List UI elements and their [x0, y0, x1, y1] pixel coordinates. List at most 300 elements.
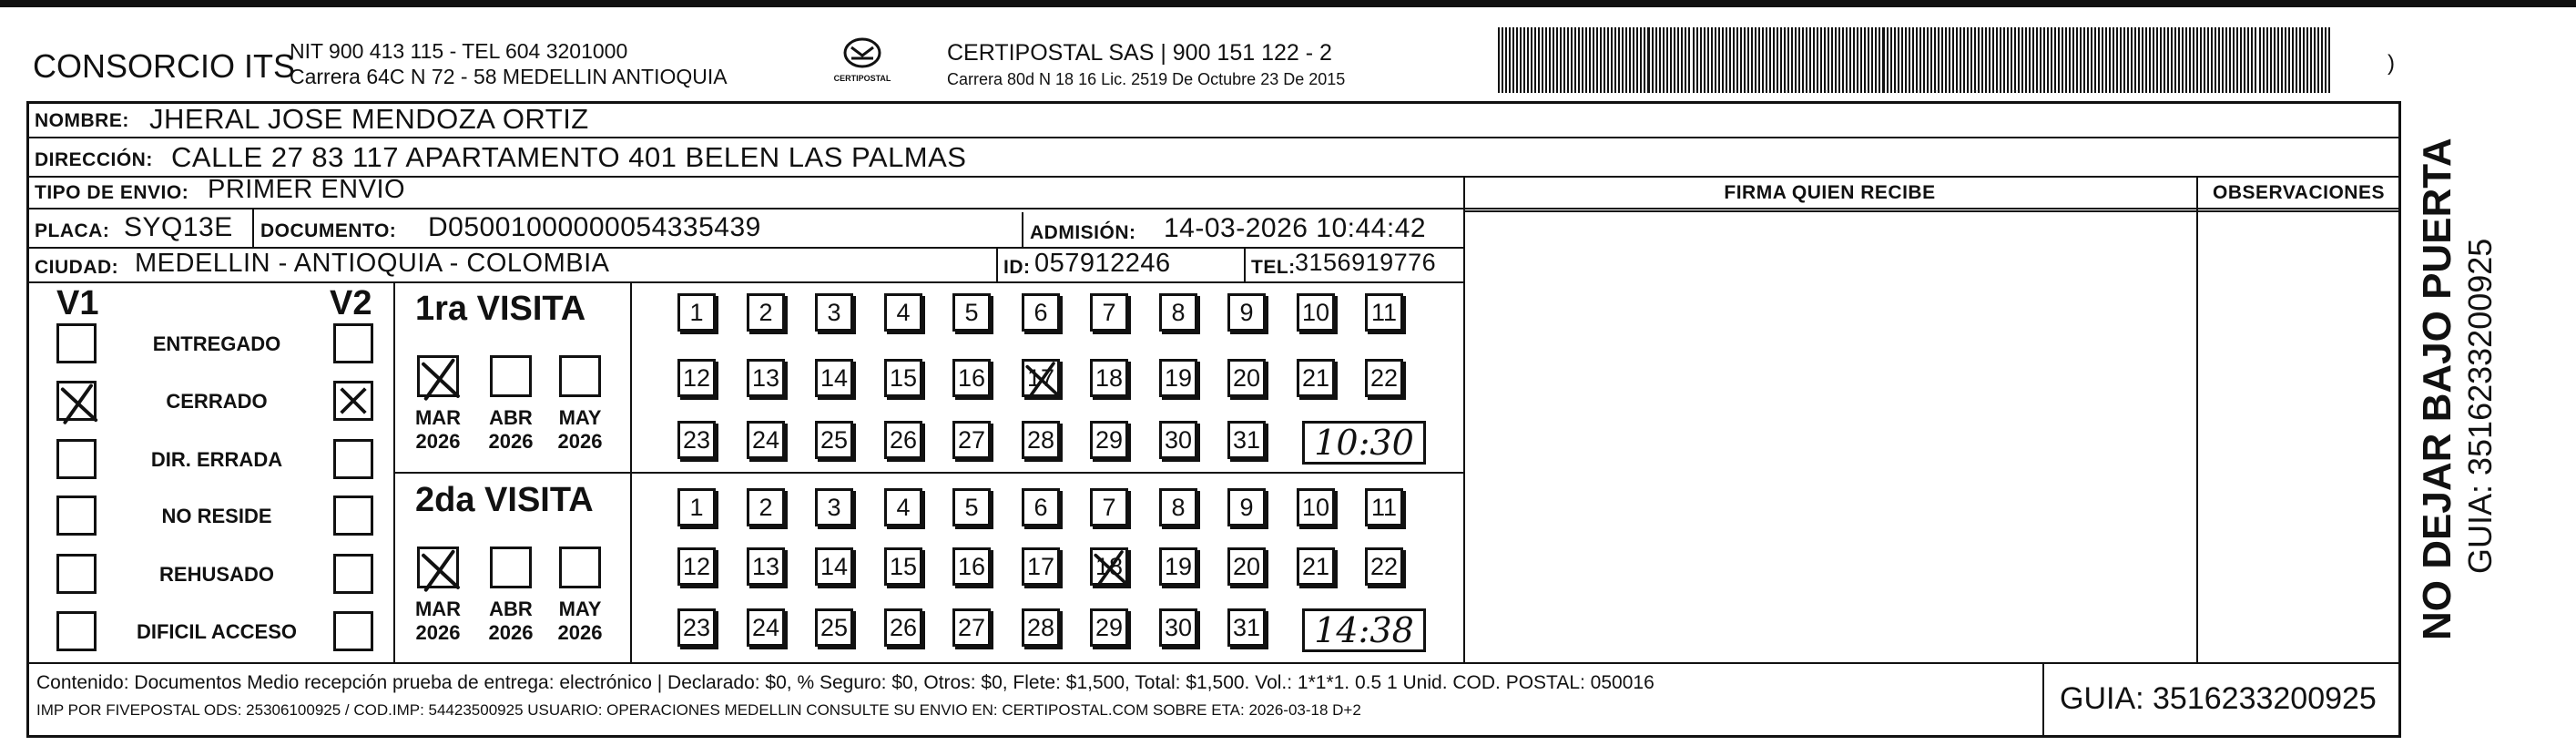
- month-year: 2026: [488, 621, 534, 644]
- barcode-bar: [2247, 27, 2249, 93]
- visit-time-box[interactable]: 14:38: [1302, 608, 1426, 652]
- barcode-bar: [1604, 27, 1605, 93]
- day-box-16[interactable]: 16: [952, 547, 991, 586]
- barcode-bar: [1666, 27, 1668, 93]
- barcode-bar: [1733, 27, 1735, 93]
- day-box-27[interactable]: 27: [952, 608, 991, 647]
- barcode-bar: [1985, 27, 1987, 93]
- v2-checkbox-dir-errada[interactable]: [333, 439, 373, 479]
- barcode-bar: [1912, 27, 1914, 93]
- barcode-bar: [1707, 27, 1709, 93]
- barcode-bar: [2160, 27, 2162, 93]
- company-nit: NIT 900 413 115 - TEL 604 3201000: [290, 39, 628, 63]
- barcode-bar: [2317, 27, 2319, 93]
- barcode-bar: [2204, 27, 2205, 93]
- day-box-13[interactable]: 13: [747, 359, 785, 397]
- day-box-24[interactable]: 24: [747, 421, 785, 459]
- day-box-24[interactable]: 24: [747, 608, 785, 647]
- handwritten-check-icon: [1021, 358, 1064, 402]
- barcode-bar: [1534, 27, 1536, 93]
- month-checkbox-may[interactable]: [559, 355, 601, 397]
- certipostal-logo: [830, 36, 894, 91]
- day-box-9[interactable]: 9: [1227, 293, 1266, 332]
- day-box-6[interactable]: 6: [1022, 488, 1060, 526]
- barcode-bar: [1864, 27, 1866, 93]
- day-box-10[interactable]: 10: [1297, 488, 1335, 526]
- v2-checkbox-no-reside[interactable]: [333, 495, 373, 536]
- barcode-bar: [1978, 27, 1980, 93]
- barcode-bar: [1729, 27, 1731, 93]
- day-box-31[interactable]: 31: [1227, 421, 1266, 459]
- barcode-bar: [1791, 27, 1793, 93]
- month-name: ABR: [489, 598, 533, 620]
- barcode-bar: [1644, 27, 1645, 93]
- barcode-bar: [1901, 27, 1903, 93]
- barcode-bar: [2182, 27, 2184, 93]
- barcode-bar: [1574, 27, 1576, 93]
- barcode-bar: [2051, 27, 2052, 93]
- barcode-bar: [1693, 27, 1695, 93]
- barcode-bar: [2196, 27, 2198, 93]
- recipient-name: JHERAL JOSE MENDOZA ORTIZ: [149, 103, 589, 135]
- day-box-31[interactable]: 31: [1227, 608, 1266, 647]
- barcode-bar: [1890, 27, 1892, 93]
- barcode-bar: [1773, 27, 1775, 93]
- barcode-bar: [1614, 27, 1616, 93]
- day-box-19[interactable]: 19: [1159, 547, 1197, 586]
- company-name: CONSORCIO ITS: [33, 47, 296, 85]
- barcode-bar: [1909, 27, 1910, 93]
- day-box-21[interactable]: 21: [1297, 547, 1335, 586]
- day-box-2[interactable]: 2: [747, 488, 785, 526]
- barcode-bar: [1578, 27, 1580, 93]
- month-label: [548, 406, 612, 454]
- barcode-bar: [1629, 27, 1631, 93]
- day-box-26[interactable]: 26: [884, 421, 922, 459]
- barcode-bar: [1758, 27, 1760, 93]
- day-box-2[interactable]: 2: [747, 293, 785, 332]
- barcode-bar: [2036, 27, 2038, 93]
- barcode-bar: [1607, 27, 1609, 93]
- month-name: MAY: [558, 598, 602, 620]
- barcode-bar: [1512, 27, 1514, 93]
- barcode-bar: [2072, 27, 2074, 93]
- barcode-bar: [1663, 27, 1665, 93]
- barcode-bar: [2259, 27, 2261, 93]
- barcode-bar: [1842, 27, 1844, 93]
- barcode-bar: [2113, 27, 2114, 93]
- barcode-bar: [2325, 27, 2327, 93]
- signature-header: FIRMA QUIEN RECIBE: [1724, 182, 1936, 203]
- barcode-bar: [2047, 27, 2049, 93]
- barcode-bar: [2149, 27, 2151, 93]
- barcode-bar: [1527, 27, 1529, 93]
- day-box-13[interactable]: 13: [747, 547, 785, 586]
- barcode-bar: [2310, 27, 2312, 93]
- barcode-bar: [1956, 27, 1958, 93]
- barcode-bar: [2029, 27, 2031, 93]
- barcode-bar: [1919, 27, 1921, 93]
- barcode-bar: [2274, 27, 2276, 93]
- envelope-logo-icon: [842, 36, 882, 69]
- footer-print-line: IMP POR FIVEPOSTAL ODS: 25306100925 / COD.IMP: 54423500925 USUARIO: OPERACIONES MEDELLIN CONSULTE SU ENVIO EN: CERTIPOSTAL.COM SOBRE ETA: 2026-03-18 D+2: [36, 701, 1361, 719]
- barcode-bar: [1846, 27, 1848, 93]
- observations-header: OBSERVACIONES: [2213, 182, 2385, 203]
- barcode-bar: [1747, 27, 1749, 93]
- v2-header: V2: [330, 284, 372, 322]
- status-label: DIR. ERRADA: [150, 448, 283, 471]
- barcode-bar: [1795, 27, 1797, 93]
- barcode-bar: [1898, 27, 1899, 93]
- day-box-23[interactable]: 23: [677, 608, 716, 647]
- barcode-bar: [2083, 27, 2085, 93]
- observations-area[interactable]: [2199, 212, 2399, 660]
- v1-checkbox-rehusado[interactable]: [56, 554, 97, 594]
- barcode-bar: [2215, 27, 2216, 93]
- barcode-bar: [1545, 27, 1547, 93]
- status-label: DIFICIL ACCESO: [136, 620, 297, 643]
- month-checkbox-may[interactable]: [559, 547, 601, 588]
- day-box-21[interactable]: 21: [1297, 359, 1335, 397]
- day-box-28[interactable]: 28: [1022, 421, 1060, 459]
- barcode-bar: [1989, 27, 1991, 93]
- day-box-12[interactable]: 12: [677, 547, 716, 586]
- barcode-bar: [1744, 27, 1746, 93]
- day-box-4[interactable]: 4: [884, 293, 922, 332]
- day-box-14[interactable]: 14: [815, 547, 853, 586]
- barcode-bar: [1625, 27, 1627, 93]
- tel-label: TEL:: [1251, 257, 1296, 278]
- day-box-1[interactable]: 1: [677, 293, 716, 332]
- barcode-bar: [1981, 27, 1983, 93]
- barcode-bar: [1824, 27, 1826, 93]
- day-box-3[interactable]: 3: [815, 293, 853, 332]
- barcode-bar: [1817, 27, 1818, 93]
- month-year: 2026: [415, 430, 461, 453]
- barcode-bar: [1923, 27, 1925, 93]
- logo-caption: CERTIPOSTAL: [833, 74, 891, 83]
- barcode-bar: [2127, 27, 2129, 93]
- barcode-bar: [1769, 27, 1771, 93]
- barcode-bar: [2156, 27, 2158, 93]
- barcode: [1498, 27, 2331, 93]
- barcode-bar: [2000, 27, 2001, 93]
- day-box-7[interactable]: 7: [1090, 293, 1128, 332]
- day-box-20[interactable]: 20: [1227, 359, 1266, 397]
- status-label: NO RESIDE: [161, 505, 272, 527]
- barcode-bar: [2138, 27, 2140, 93]
- month-year: 2026: [557, 430, 603, 453]
- day-box-9[interactable]: 9: [1227, 488, 1266, 526]
- barcode-bar: [2285, 27, 2286, 93]
- day-box-12[interactable]: 12: [677, 359, 716, 397]
- day-box-15[interactable]: 15: [884, 359, 922, 397]
- month-name: MAR: [414, 406, 462, 429]
- day-box-26[interactable]: 26: [884, 608, 922, 647]
- status-label: ENTREGADO: [152, 332, 281, 355]
- month-checkbox-abr[interactable]: [490, 547, 532, 588]
- plate-label: PLACA:: [35, 220, 110, 241]
- signature-area[interactable]: [1466, 212, 2194, 660]
- id-value: 057912246: [1034, 249, 1171, 278]
- barcode-bar: [1777, 27, 1778, 93]
- month-label: [406, 598, 470, 645]
- barcode-bar: [2328, 27, 2330, 93]
- barcode-bar: [1916, 27, 1918, 93]
- barcode-bar: [1736, 27, 1738, 93]
- barcode-bar: [2292, 27, 2294, 93]
- month-checkbox-abr[interactable]: [490, 355, 532, 397]
- barcode-bar: [2025, 27, 2027, 93]
- barcode-bar: [1934, 27, 1936, 93]
- barcode-bar: [1647, 27, 1650, 93]
- city-label: CIUDAD:: [35, 257, 119, 278]
- day-box-3[interactable]: 3: [815, 488, 853, 526]
- month-checkbox-mar[interactable]: [417, 355, 459, 397]
- day-box-18[interactable]: 18: [1090, 547, 1128, 586]
- day-box-17[interactable]: 17: [1022, 547, 1060, 586]
- barcode-bar: [1593, 27, 1594, 93]
- barcode-bar: [1813, 27, 1815, 93]
- id-label: ID:: [1003, 257, 1031, 278]
- barcode-bar: [2218, 27, 2220, 93]
- barcode-bar: [1963, 27, 1965, 93]
- barcode-bar: [1838, 27, 1840, 93]
- month-name: ABR: [489, 406, 533, 429]
- barcode-bar: [1715, 27, 1716, 93]
- barcode-bar: [2014, 27, 2016, 93]
- barcode-bar: [2244, 27, 2245, 93]
- day-box-7[interactable]: 7: [1090, 488, 1128, 526]
- city-value: MEDELLIN - ANTIOQUIA - COLOMBIA: [135, 249, 610, 278]
- barcode-bar: [1930, 27, 1932, 93]
- barcode-bar: [1677, 27, 1679, 93]
- v2-checkbox-cerrado[interactable]: [333, 381, 373, 421]
- barcode-bar: [1700, 27, 1702, 93]
- barcode-bar: [1718, 27, 1720, 93]
- barcode-bar: [1571, 27, 1573, 93]
- barcode-bar: [2142, 27, 2143, 93]
- day-box-5[interactable]: 5: [952, 293, 991, 332]
- barcode-bar: [1585, 27, 1587, 93]
- handwritten-check-icon: [56, 380, 103, 427]
- month-checkbox-mar[interactable]: [417, 547, 459, 588]
- barcode-bar: [1538, 27, 1540, 93]
- barcode-bar: [1611, 27, 1613, 93]
- barcode-bar: [2043, 27, 2045, 93]
- barcode-bar: [1622, 27, 1624, 93]
- day-box-1[interactable]: 1: [677, 488, 716, 526]
- day-box-17[interactable]: 17: [1022, 359, 1060, 397]
- barcode-bar: [1722, 27, 1724, 93]
- barcode-bar: [2296, 27, 2297, 93]
- barcode-bar: [2003, 27, 2005, 93]
- day-box-29[interactable]: 29: [1090, 421, 1128, 459]
- barcode-bar: [1711, 27, 1713, 93]
- barcode-bar: [2087, 27, 2089, 93]
- barcode-bar: [1853, 27, 1855, 93]
- barcode-bar: [1542, 27, 1543, 93]
- barcode-bar: [1780, 27, 1782, 93]
- company-address: Carrera 64C N 72 - 58 MEDELLIN ANTIOQUIA: [290, 65, 728, 88]
- barcode-bar: [1670, 27, 1672, 93]
- v1-checkbox-dificil-acceso[interactable]: [56, 611, 97, 651]
- barcode-bar: [2076, 27, 2078, 93]
- day-box-10[interactable]: 10: [1297, 293, 1335, 332]
- barcode-bar: [2270, 27, 2272, 93]
- day-box-16[interactable]: 16: [952, 359, 991, 397]
- barcode-bar: [1520, 27, 1522, 93]
- barcode-bar: [2178, 27, 2180, 93]
- name-label: NOMBRE:: [35, 110, 129, 131]
- barcode-bar: [1681, 27, 1683, 93]
- day-box-6[interactable]: 6: [1022, 293, 1060, 332]
- day-box-4[interactable]: 4: [884, 488, 922, 526]
- barcode-bar: [1787, 27, 1789, 93]
- day-box-18[interactable]: 18: [1090, 359, 1128, 397]
- v1-checkbox-cerrado[interactable]: [56, 381, 97, 421]
- document-value: D05001000000054335439: [428, 212, 761, 242]
- barcode-bar: [2153, 27, 2154, 93]
- barcode-bar: [1523, 27, 1525, 93]
- day-box-22[interactable]: 22: [1365, 359, 1403, 397]
- day-box-5[interactable]: 5: [952, 488, 991, 526]
- barcode-bar: [1505, 27, 1507, 93]
- month-year: 2026: [488, 430, 534, 453]
- visit1-title: 1ra VISITA: [415, 290, 586, 328]
- barcode-bar: [1835, 27, 1837, 93]
- barcode-bar: [1589, 27, 1591, 93]
- barcode-bar: [1784, 27, 1786, 93]
- admission-label: ADMISIÓN:: [1030, 222, 1136, 243]
- barcode-bar: [1882, 27, 1885, 93]
- v1-checkbox-no-reside[interactable]: [56, 495, 97, 536]
- barcode-bar: [2021, 27, 2023, 93]
- barcode-bar: [1809, 27, 1811, 93]
- barcode-bar: [1828, 27, 1829, 93]
- status-label: REHUSADO: [159, 563, 274, 586]
- month-label: [548, 598, 612, 645]
- barcode-bar: [2207, 27, 2209, 93]
- barcode-bar: [1762, 27, 1764, 93]
- barcode-bar: [2094, 27, 2096, 93]
- barcode-bar: [1905, 27, 1907, 93]
- barcode-bar: [2171, 27, 2173, 93]
- barcode-bar: [1567, 27, 1569, 93]
- day-box-30[interactable]: 30: [1159, 608, 1197, 647]
- barcode-bar: [1549, 27, 1551, 93]
- barcode-bar: [1516, 27, 1518, 93]
- barcode-bar: [2314, 27, 2316, 93]
- barcode-bar: [2233, 27, 2235, 93]
- month-label: [479, 598, 543, 645]
- barcode-bar: [2193, 27, 2194, 93]
- day-box-25[interactable]: 25: [815, 608, 853, 647]
- barcode-bar: [1798, 27, 1800, 93]
- day-box-29[interactable]: 29: [1090, 608, 1128, 647]
- day-box-11[interactable]: 11: [1365, 488, 1403, 526]
- day-box-14[interactable]: 14: [815, 359, 853, 397]
- day-box-23[interactable]: 23: [677, 421, 716, 459]
- barcode-bar: [2281, 27, 2283, 93]
- v2-checkbox-rehusado[interactable]: [333, 554, 373, 594]
- barcode-bar: [2185, 27, 2187, 93]
- day-box-28[interactable]: 28: [1022, 608, 1060, 647]
- barcode-bar: [1820, 27, 1822, 93]
- v2-checkbox-entregado[interactable]: [333, 323, 373, 363]
- no-dejar-bajo-puerta-notice: NO DEJAR BAJO PUERTA: [2415, 138, 2459, 640]
- barcode-bar: [1531, 27, 1532, 93]
- barcode-bar: [2131, 27, 2133, 93]
- barcode-bar: [1655, 27, 1657, 93]
- barcode-bar: [2236, 27, 2238, 93]
- barcode-bar: [1894, 27, 1896, 93]
- barcode-bar: [2303, 27, 2305, 93]
- barcode-bar: [2007, 27, 2009, 93]
- day-box-11[interactable]: 11: [1365, 293, 1403, 332]
- barcode-bar: [2299, 27, 2301, 93]
- v2-checkbox-dificil-acceso[interactable]: [333, 611, 373, 651]
- barcode-bar: [2109, 27, 2111, 93]
- barcode-bar: [2134, 27, 2136, 93]
- barcode-bar: [1960, 27, 1961, 93]
- barcode-bar: [1659, 27, 1661, 93]
- barcode-bar: [2189, 27, 2191, 93]
- barcode-bar: [1868, 27, 1869, 93]
- barcode-bar: [1582, 27, 1583, 93]
- recipient-address: CALLE 27 83 117 APARTAMENTO 401 BELEN LAS PALMAS: [171, 141, 967, 173]
- day-box-15[interactable]: 15: [884, 547, 922, 586]
- day-box-8[interactable]: 8: [1159, 293, 1197, 332]
- barcode-bar: [2069, 27, 2071, 93]
- barcode-bar: [2145, 27, 2147, 93]
- barcode-bar: [2054, 27, 2056, 93]
- barcode-bar: [1927, 27, 1929, 93]
- day-box-25[interactable]: 25: [815, 421, 853, 459]
- barcode-bar: [1766, 27, 1767, 93]
- day-box-22[interactable]: 22: [1365, 547, 1403, 586]
- barcode-bar: [2251, 27, 2253, 93]
- day-box-8[interactable]: 8: [1159, 488, 1197, 526]
- barcode-bar: [1871, 27, 1873, 93]
- barcode-bar: [1755, 27, 1756, 93]
- day-box-30[interactable]: 30: [1159, 421, 1197, 459]
- send-type-label: TIPO DE ENVIO:: [35, 182, 189, 203]
- month-name: MAY: [558, 406, 602, 429]
- barcode-bar: [1857, 27, 1858, 93]
- barcode-bar: [1498, 27, 1500, 93]
- barcode-bar: [1879, 27, 1880, 93]
- barcode-bar: [1636, 27, 1638, 93]
- day-box-19[interactable]: 19: [1159, 359, 1197, 397]
- visit-time-box[interactable]: 10:30: [1302, 421, 1426, 465]
- barcode-bar: [1502, 27, 1503, 93]
- barcode-bar: [1860, 27, 1862, 93]
- month-label: [406, 406, 470, 454]
- v1-checkbox-dir-errada[interactable]: [56, 439, 97, 479]
- barcode-bar: [2229, 27, 2231, 93]
- admission-value: 14-03-2026 10:44:42: [1164, 213, 1427, 243]
- day-box-20[interactable]: 20: [1227, 547, 1266, 586]
- month-year: 2026: [557, 621, 603, 644]
- barcode-bar: [1696, 27, 1698, 93]
- barcode-bar: [1509, 27, 1511, 93]
- v1-checkbox-entregado[interactable]: [56, 323, 97, 363]
- day-box-27[interactable]: 27: [952, 421, 991, 459]
- barcode-bar: [1740, 27, 1742, 93]
- x-mark-icon: [336, 383, 371, 418]
- barcode-bar: [1970, 27, 1972, 93]
